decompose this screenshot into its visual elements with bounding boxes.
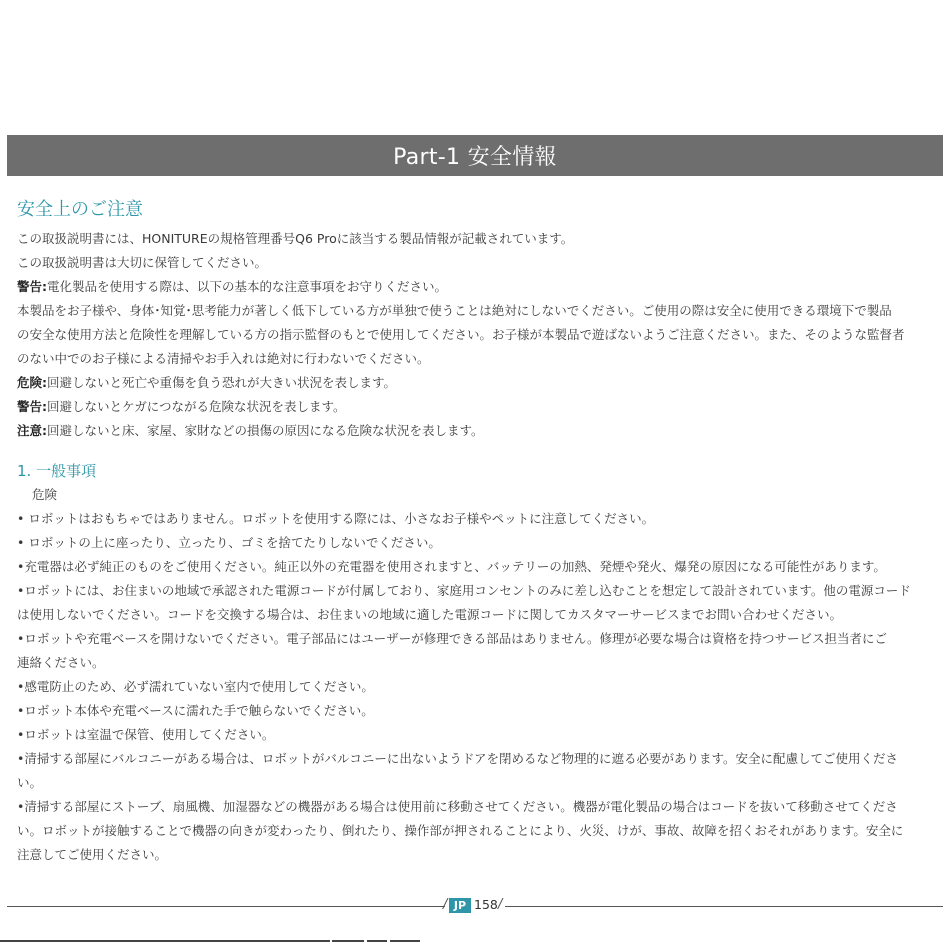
list-item: •ロボット本体や充電ベースに濡れた手で触らないでください。 <box>17 703 374 718</box>
list-item: •ロボットには、お住まいの地域で承認された電源コードが付属しており、家庭用コンセントのみに差し込むことを想定して設計されています。他の電源コード <box>17 583 911 598</box>
intro-line: 本製品をお子様や、身体･知覚･思考能力が著しく低下している方が単独で使うことは絶対にしないでください。ご使用の際は安全に使用できる環境下で製品 <box>17 303 892 318</box>
page-number: 158 <box>474 897 498 912</box>
intro-warning-line: 警告:電化製品を使用する際は、以下の基本的な注意事項をお守りください。 <box>17 279 448 294</box>
bottom-edge-rule <box>332 940 364 942</box>
danger-definition: 危険:回避しないと死亡や重傷を負う恐れが大きい状況を表します。 <box>17 375 397 390</box>
bottom-edge-rule <box>390 940 420 942</box>
list-item: •ロボットや充電ベースを開けないでください。電子部品にはユーザーが修理できる部品はありません。修理が必要な場合は資格を持つサービス担当者にご <box>17 631 888 646</box>
list-item: い。ロボットが接触することで機器の向きが変わったり、倒れたり、操作部が押されることにより、火災、けが、事故、故障を招くおそれがあります。安全に <box>17 823 904 838</box>
general-title: 1. 一般事項 <box>17 462 97 480</box>
list-item: •清掃する部屋にストーブ、扇風機、加湿器などの機器がある場合は使用前に移動させてください。機器が電化製品の場合はコードを抜いて移動させてくださ <box>17 799 898 814</box>
list-item: •清掃する部屋にバルコニーがある場合は、ロボットがバルコニーに出ないようドアを閉めるなど物理的に遮る必要があります。安全に配慮してご使用くださ <box>17 751 899 766</box>
list-item: •充電器は必ず純正のものをご使用ください。純正以外の充電器を使用されますと、バッテリーの加熱、発煙や発火、爆発の原因になる可能性があります。 <box>17 559 886 574</box>
list-item: •感電防止のため、必ず濡れていない室内で使用してください。 <box>17 679 374 694</box>
caution-definition: 注意:回避しないと床、家屋、家財などの損傷の原因になる危険な状況を表します。 <box>17 423 484 438</box>
list-item: 連絡ください。 <box>17 655 105 670</box>
intro-line: のない中でのお子様による清掃やお手入れは絶対に行わないでください。 <box>17 351 430 366</box>
list-item: は使用しないでください。コードを交換する場合は、お住まいの地域に適した電源コードに関してカスタマーサービスまでお問い合わせください。 <box>17 607 843 622</box>
intro-line: の安全な使用方法と危険性を理解している方の指示監督のもとで使用してください。お子様が本製品で遊ばないようご注意ください。また、そのような監督者 <box>17 327 905 342</box>
section-banner <box>7 135 943 176</box>
footer-slash-left: / <box>443 897 448 912</box>
intro-line: この取扱説明書には、HONITUREの規格管理番号Q6 Proに該当する製品情報が記載されています。 <box>17 231 574 246</box>
footer-rule-right <box>505 906 943 907</box>
general-subtitle: 危険 <box>32 487 58 502</box>
list-item: •ロボットは室温で保管、使用してください。 <box>17 727 275 742</box>
list-item: 注意してご使用ください。 <box>17 847 168 862</box>
banner-title: Part-1 安全情報 <box>393 145 557 170</box>
list-item: い。 <box>17 775 43 790</box>
intro-line: この取扱説明書は大切に保管してください。 <box>17 255 268 270</box>
footer-rule-left <box>7 906 445 907</box>
section-title: 安全上のご注意 <box>17 199 143 220</box>
footer-slash-right: / <box>498 897 503 912</box>
list-item: • ロボットはおもちゃではありません。ロボットを使用する際には、小さなお子様やペットに注意してください。 <box>17 511 655 526</box>
bottom-edge-rule <box>367 940 387 942</box>
language-badge: JP <box>449 898 471 913</box>
warning-definition: 警告:回避しないとケガにつながる危険な状況を表します。 <box>17 399 346 414</box>
bottom-edge-rule <box>0 940 330 942</box>
list-item: • ロボットの上に座ったり、立ったり、ゴミを捨てたりしないでください。 <box>17 535 441 550</box>
